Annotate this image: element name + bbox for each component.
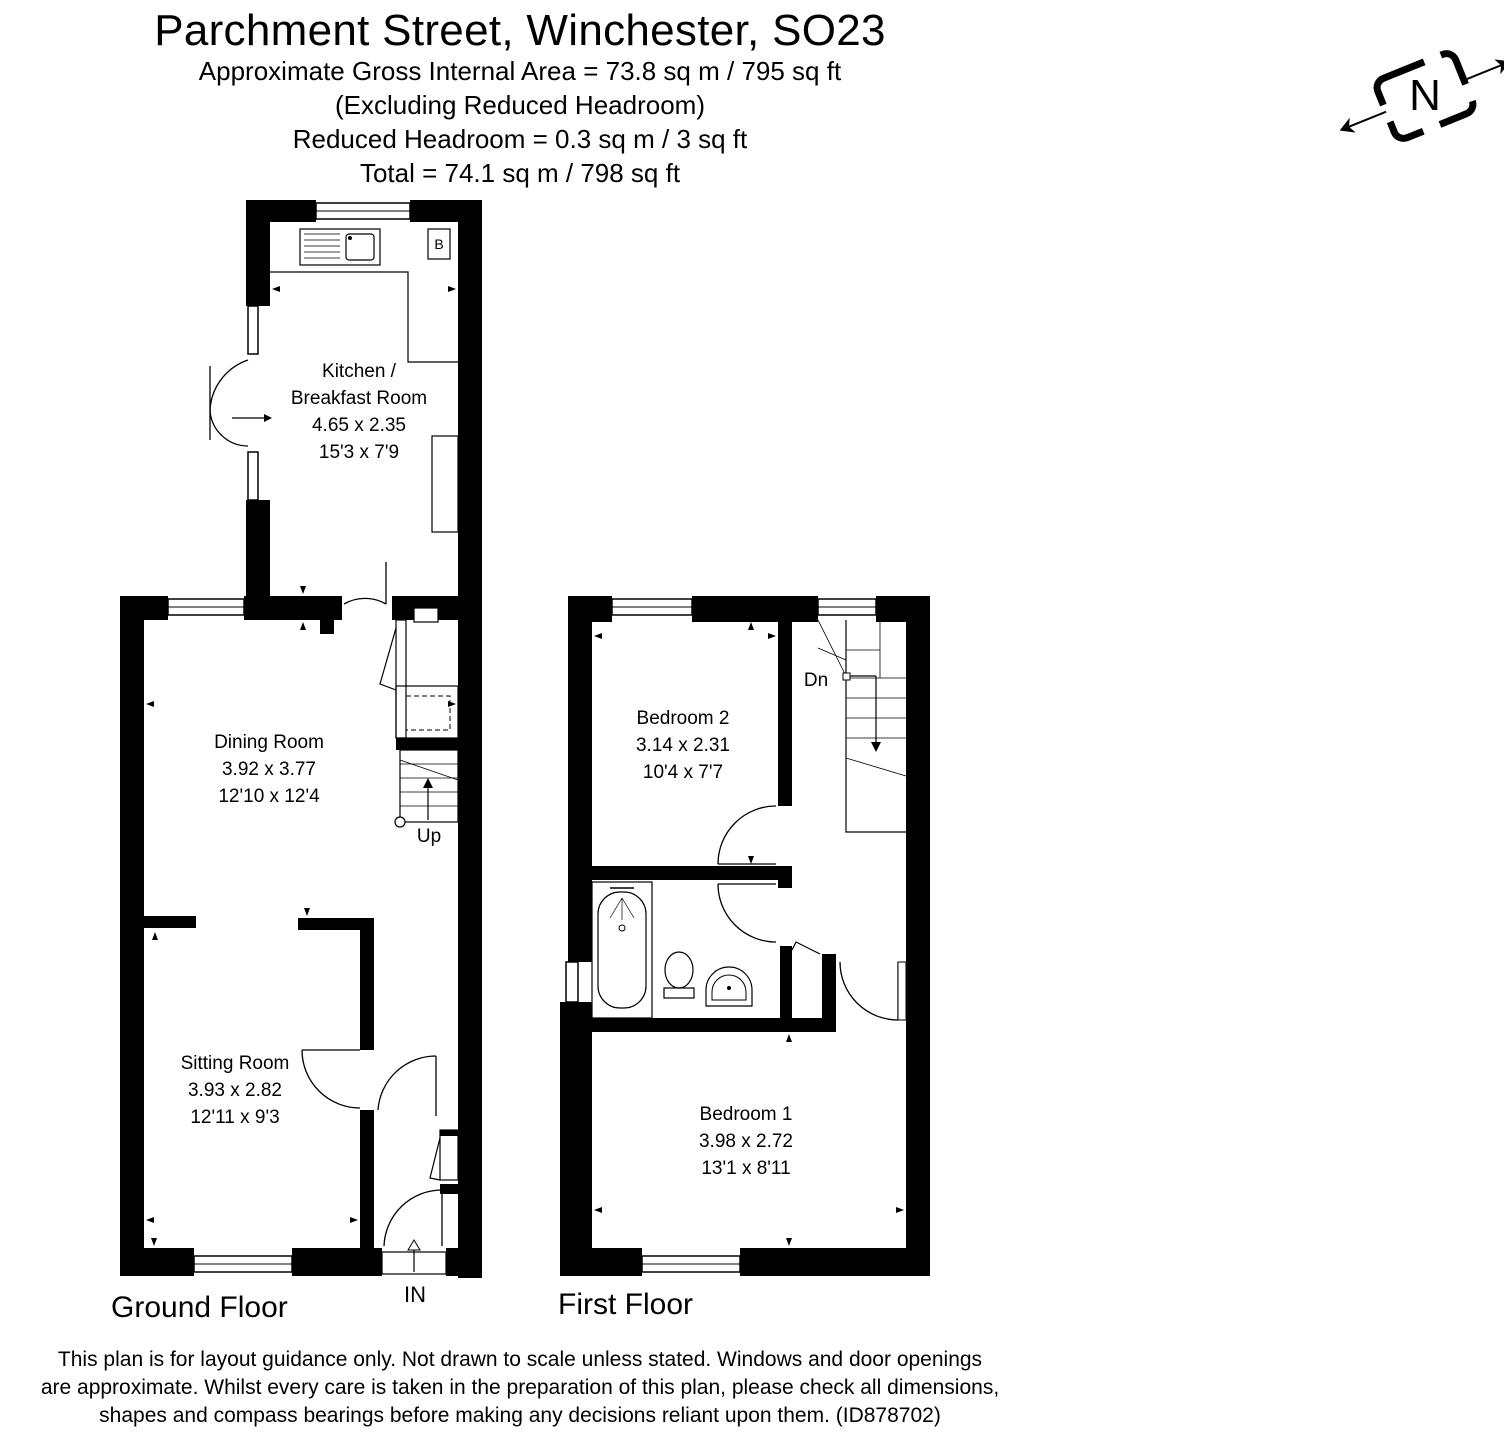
window bbox=[566, 962, 578, 1002]
wall bbox=[906, 596, 930, 1276]
wall bbox=[140, 916, 196, 928]
disclaimer bbox=[0, 1346, 1040, 1430]
wall bbox=[292, 1248, 382, 1276]
entrance-label: IN bbox=[404, 1282, 426, 1307]
door-swing bbox=[378, 1056, 436, 1110]
first-floor-plan bbox=[558, 596, 930, 1321]
room-name: Breakfast Room bbox=[290, 388, 428, 409]
excluding-headroom-text: (Excluding Reduced Headroom) bbox=[335, 90, 705, 120]
boiler-label: B bbox=[434, 236, 444, 252]
wall bbox=[120, 1248, 194, 1276]
disclaimer-line: shapes and compass bearings before making any decisions reliant upon them. (ID878702) bbox=[99, 1404, 941, 1427]
first-floor-label: First Floor bbox=[558, 1288, 693, 1321]
room-sitting bbox=[181, 1053, 290, 1128]
door-swing bbox=[210, 360, 248, 410]
compass-letter: N bbox=[1409, 71, 1441, 120]
room-name: Kitchen / bbox=[322, 361, 396, 382]
ground-floor-stairs bbox=[395, 750, 458, 827]
room-metric-size: 3.93 x 2.82 bbox=[187, 1080, 283, 1101]
wall bbox=[822, 954, 836, 1030]
wall bbox=[360, 918, 374, 1050]
wall bbox=[360, 1110, 374, 1250]
wall bbox=[246, 200, 316, 222]
disclaimer-line: This plan is for layout guidance only. Not drawn to scale unless stated. Windows and door openings bbox=[57, 1348, 983, 1371]
toilet bbox=[664, 952, 694, 998]
wall bbox=[778, 620, 792, 806]
total-area-text: Total = 74.1 sq m / 798 sq ft bbox=[359, 158, 681, 188]
room-name: Bedroom 2 bbox=[636, 708, 730, 729]
wall bbox=[692, 596, 818, 622]
room-imperial-size: 10'4 x 7'7 bbox=[642, 762, 724, 783]
north-compass-icon bbox=[1328, 32, 1504, 160]
worktop bbox=[432, 436, 458, 532]
wall bbox=[560, 1248, 642, 1276]
door-swing bbox=[380, 628, 396, 690]
room-name: Sitting Room bbox=[180, 1053, 290, 1074]
reduced-headroom-text: Reduced Headroom = 0.3 sq m / 3 sq ft bbox=[292, 124, 748, 154]
wall bbox=[120, 596, 144, 1274]
room-bedroom-2 bbox=[636, 708, 730, 783]
wall bbox=[590, 866, 792, 880]
room-name: Dining Room bbox=[214, 732, 324, 753]
wall bbox=[246, 500, 270, 612]
door-swing bbox=[384, 1190, 442, 1246]
room-dining bbox=[214, 732, 324, 807]
ground-floor-plan bbox=[111, 200, 482, 1324]
window bbox=[248, 306, 258, 354]
bathtub bbox=[592, 882, 652, 1018]
wall bbox=[568, 596, 592, 962]
gross-area-text: Approximate Gross Internal Area = 73.8 sq m / 795 sq ft bbox=[198, 56, 842, 86]
door-swing bbox=[210, 410, 248, 446]
wall bbox=[446, 1248, 482, 1276]
room-imperial-size: 15'3 x 7'9 bbox=[318, 442, 400, 463]
door-swing bbox=[718, 806, 776, 864]
room-imperial-size: 12'11 x 9'3 bbox=[190, 1107, 280, 1128]
door-swing bbox=[344, 598, 386, 604]
room-imperial-size: 13'1 x 8'11 bbox=[701, 1158, 791, 1179]
disclaimer-line: are approximate. Whilst every care is taken in the preparation of this plan, please check all dimensions, bbox=[40, 1376, 1000, 1399]
plan-title: Parchment Street, Winchester, SO23 bbox=[154, 6, 886, 55]
stairs-down-label: Dn bbox=[803, 670, 829, 691]
room-metric-size: 3.92 x 3.77 bbox=[221, 759, 317, 780]
first-floor-stairs bbox=[818, 620, 906, 832]
door-swing bbox=[302, 1050, 360, 1108]
wall bbox=[590, 1018, 836, 1032]
room-imperial-size: 12'10 x 12'4 bbox=[218, 786, 320, 807]
door-swing bbox=[840, 962, 898, 1020]
wall bbox=[458, 200, 482, 600]
wall bbox=[244, 596, 264, 620]
room-kitchen bbox=[291, 361, 427, 463]
wall bbox=[740, 1248, 930, 1276]
ground-floor-label: Ground Floor bbox=[111, 1291, 288, 1324]
room-metric-size: 4.65 x 2.35 bbox=[311, 415, 407, 436]
wall bbox=[458, 600, 482, 1278]
room-name: Bedroom 1 bbox=[699, 1104, 793, 1125]
room-metric-size: 3.98 x 2.72 bbox=[698, 1131, 794, 1152]
room-metric-size: 3.14 x 2.31 bbox=[635, 735, 731, 756]
room-bedroom-1 bbox=[699, 1104, 793, 1179]
door-swing bbox=[718, 884, 776, 942]
wall bbox=[780, 946, 792, 1020]
stairs-up-label: Up bbox=[416, 826, 442, 847]
washbasin bbox=[706, 967, 752, 1006]
worktop bbox=[270, 272, 458, 362]
wall bbox=[560, 1002, 592, 1274]
window bbox=[248, 452, 258, 500]
